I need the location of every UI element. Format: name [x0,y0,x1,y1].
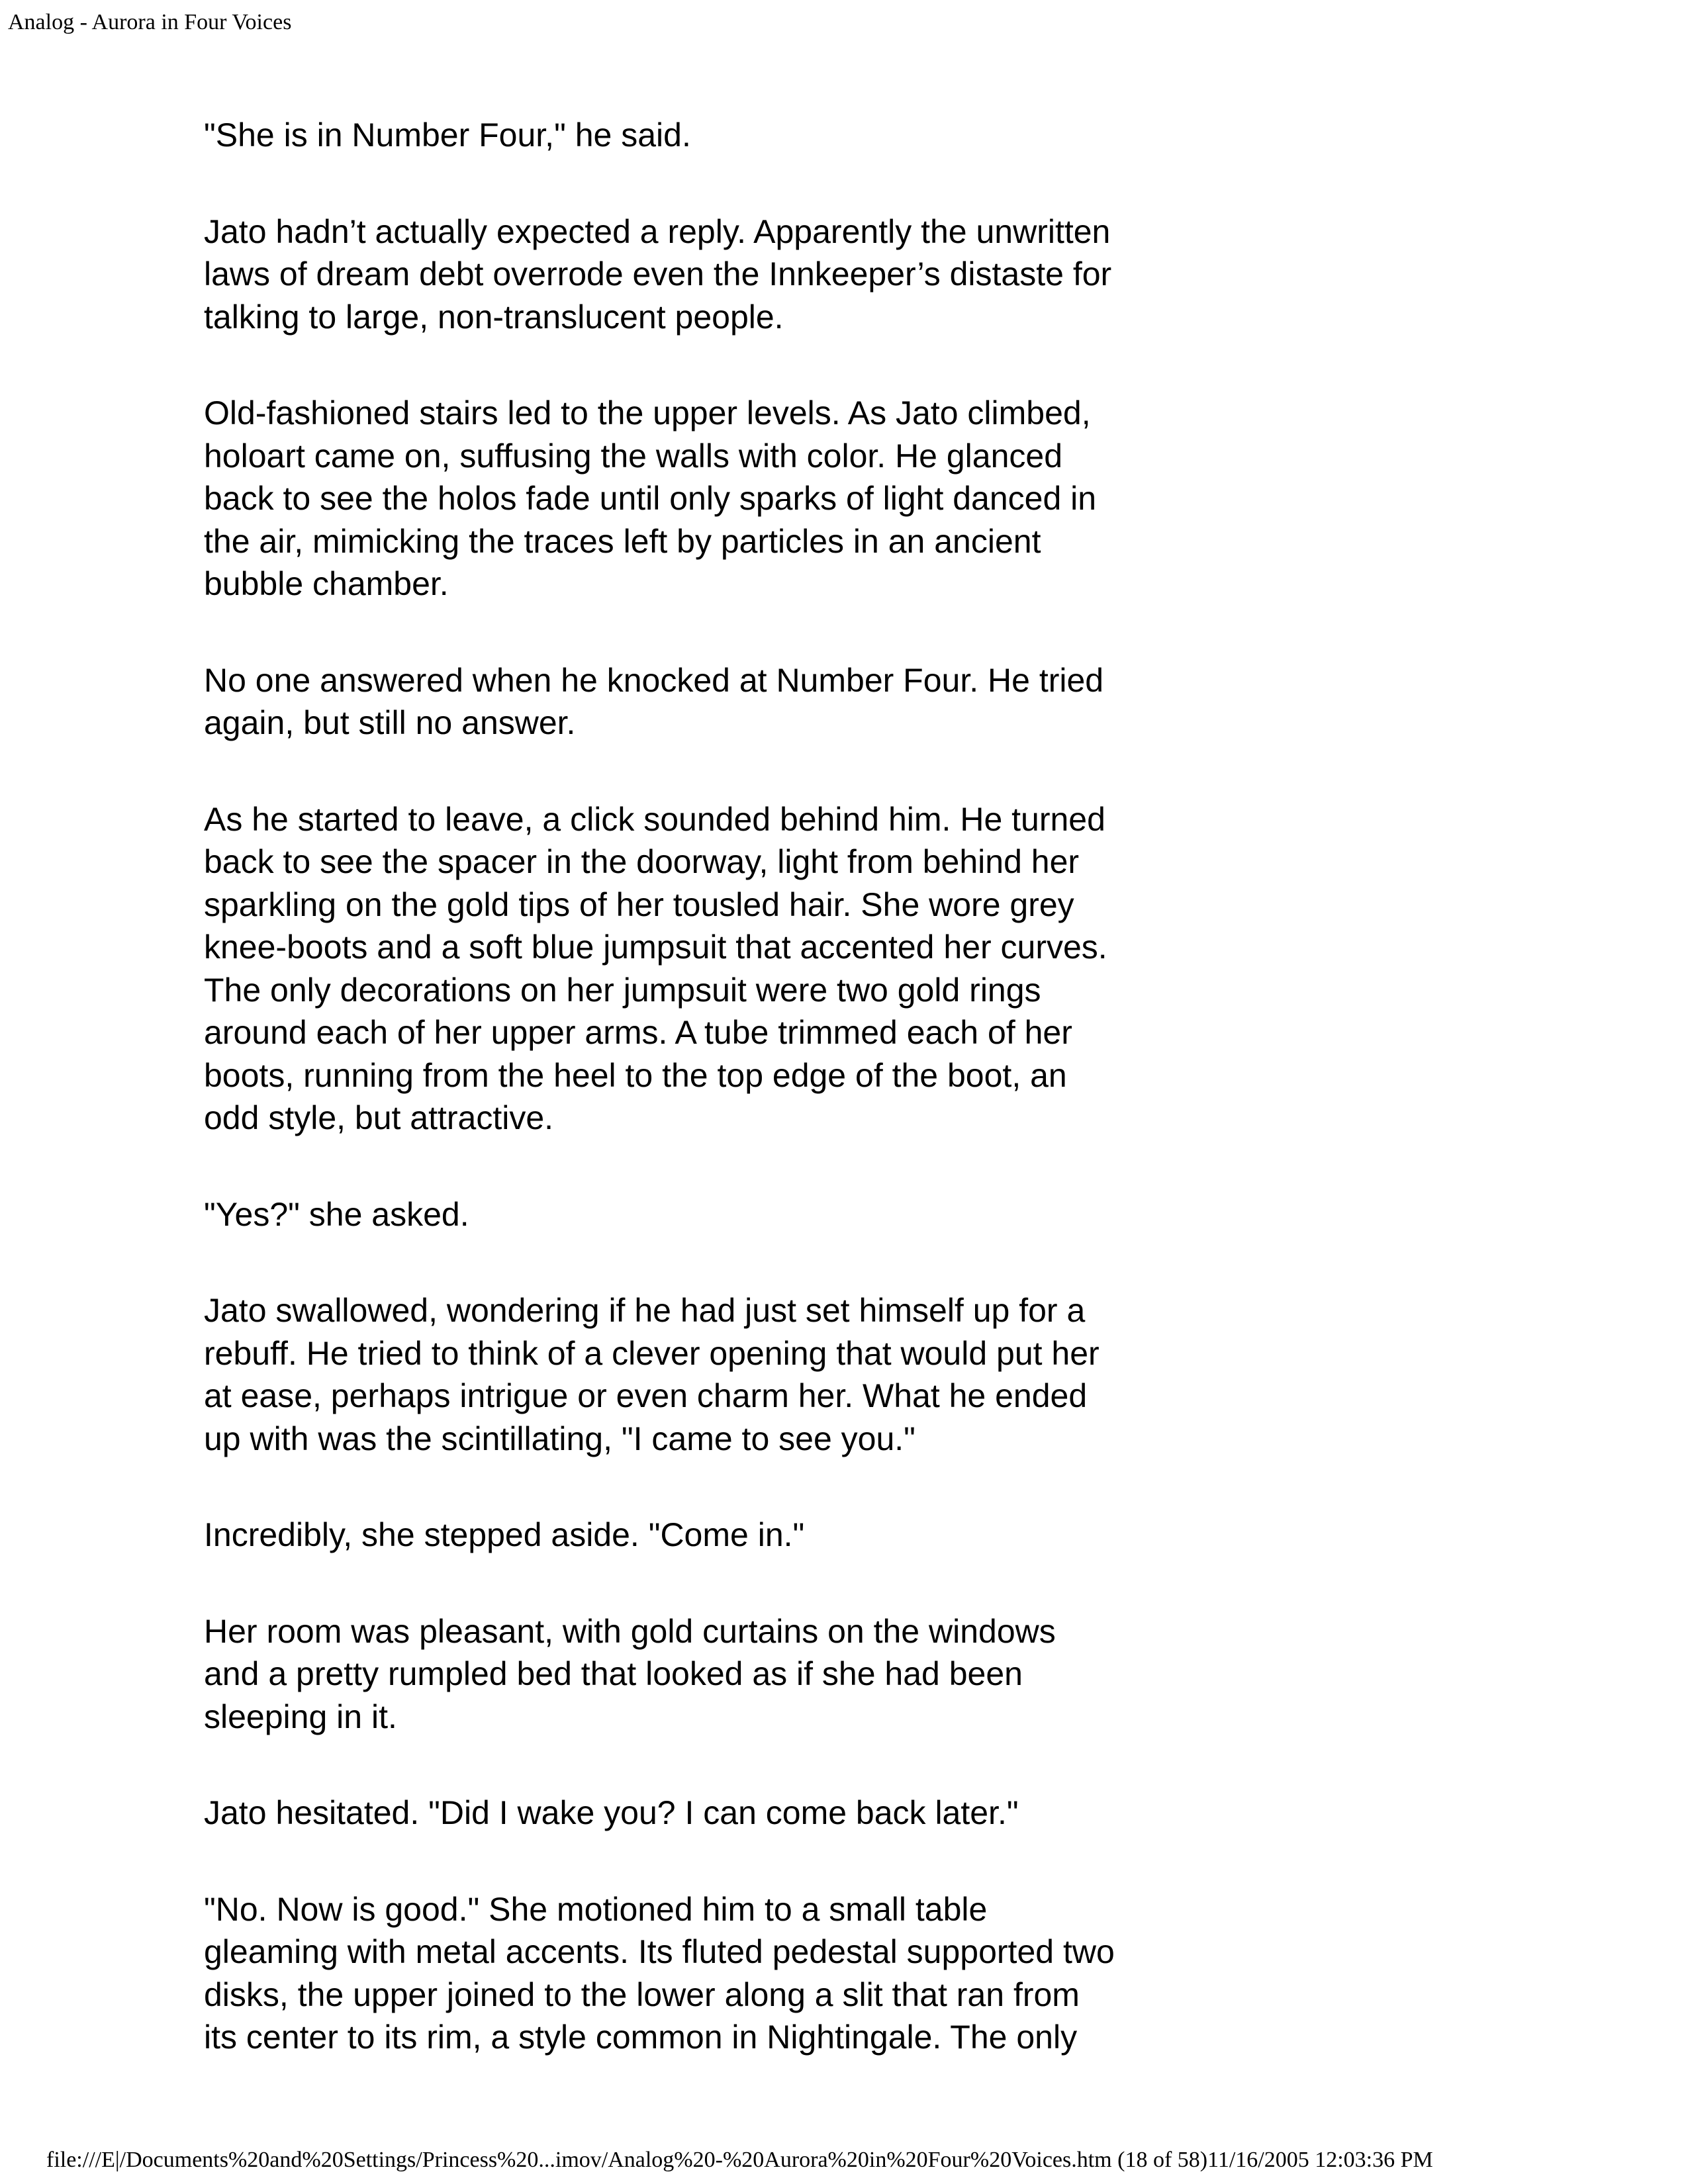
text-line: The only decorations on her jumpsuit were two gold rings [204,971,1041,1009]
paragraph [204,1792,1250,1835]
text-line: odd style, but attractive. [204,1099,554,1136]
paragraph [204,114,1250,157]
text-line: gleaming with metal accents. Its fluted pedestal supported two [204,1933,1115,1970]
paragraph [204,1610,1250,1739]
text-line: its center to its rim, a style common in Nightingale. The only [204,2019,1078,2056]
text-line: back to see the holos fade until only sparks of light danced in [204,480,1097,517]
text-line: Old-fashioned stairs led to the upper levels. As Jato climbed, [204,394,1091,432]
text-line: disks, the upper joined to the lower along a slit that ran from [204,1976,1080,2013]
text-line: talking to large, non-translucent people. [204,298,784,336]
paragraph [204,392,1250,606]
text-line: Jato swallowed, wondering if he had just set himself up for a [204,1292,1086,1329]
page-header-title: Analog - Aurora in Four Voices [8,10,292,34]
text-line: No one answered when he knocked at Number Four. He tried [204,661,1104,699]
text-line: laws of dream debt overrode even the Innkeeper’s distaste for [204,255,1112,293]
text-line: at ease, perhaps intrigue or even charm her. What he ended [204,1377,1088,1414]
paragraph [204,1193,1250,1236]
text-line: bubble chamber. [204,565,449,602]
article-body [204,114,1250,2113]
text-line: Jato hesitated. "Did I wake you? I can come back later." [204,1794,1019,1831]
text-line: sparkling on the gold tips of her tousled hair. She wore grey [204,886,1074,923]
text-line: Incredibly, she stepped aside. "Come in." [204,1516,805,1553]
text-line: the air, mimicking the traces left by particles in an ancient [204,522,1041,560]
paragraph [204,1888,1250,2059]
text-line: As he started to leave, a click sounded behind him. He turned [204,800,1105,838]
text-line: sleeping in it. [204,1698,397,1735]
text-line: "Yes?" she asked. [204,1195,469,1233]
paragraph [204,798,1250,1140]
text-line: up with was the scintillating, "I came to see you." [204,1420,915,1457]
text-line: "She is in Number Four," he said. [204,116,691,154]
text-line: Jato hadn’t actually expected a reply. Apparently the unwritten [204,212,1111,250]
page-footer-url: file:///E|/Documents%20and%20Settings/Princess%20...imov/Analog%20-%20Aurora%20in%20Four%20Voices.htm (18 of 58)11/16/2005 12:03:36 PM [46,2148,1433,2172]
paragraph [204,1514,1250,1557]
paragraph [204,210,1250,339]
paragraph [204,659,1250,745]
text-line: rebuff. He tried to think of a clever opening that would put her [204,1334,1100,1372]
text-line: "No. Now is good." She motioned him to a small table [204,1890,988,1928]
text-line: back to see the spacer in the doorway, light from behind her [204,843,1080,880]
text-line: Her room was pleasant, with gold curtains on the windows [204,1612,1056,1650]
text-line: around each of her upper arms. A tube trimmed each of her [204,1014,1072,1051]
paragraph [204,1289,1250,1460]
text-line: knee-boots and a soft blue jumpsuit that accented her curves. [204,929,1107,966]
text-line: again, but still no answer. [204,704,576,741]
text-line: holoart came on, suffusing the walls with color. He glanced [204,437,1063,475]
text-line: and a pretty rumpled bed that looked as if she had been [204,1655,1023,1692]
text-line: boots, running from the heel to the top edge of the boot, an [204,1056,1067,1094]
